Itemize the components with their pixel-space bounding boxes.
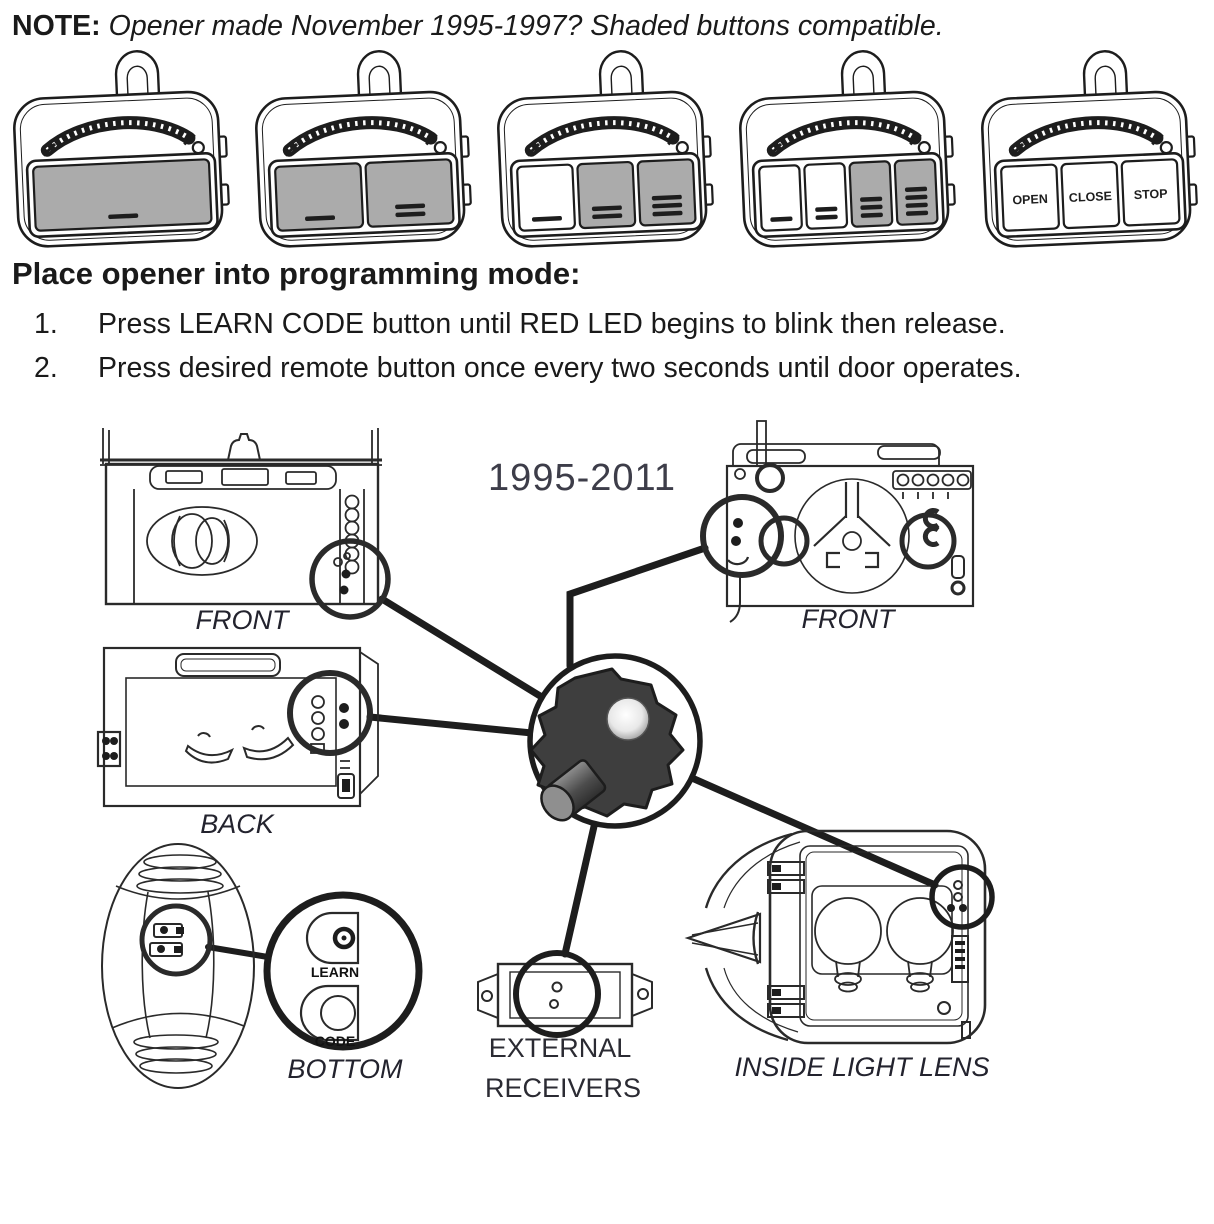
step-number: 1. (34, 308, 58, 340)
visor-clip (841, 50, 885, 99)
instruction-step (34, 346, 1214, 390)
remote-led (677, 142, 688, 153)
step-number: 2. (34, 352, 58, 385)
light-bulb-socket (887, 898, 953, 964)
opener-diagram (0, 416, 1214, 1121)
inside-light-lens-view (688, 831, 992, 1082)
note-line (12, 10, 1206, 43)
opener-back-view (98, 648, 378, 839)
light-socket-circle (795, 479, 909, 593)
learn-code-callout-circle (516, 953, 598, 1035)
remote-illustrations-row (2, 45, 1214, 250)
visor-clip (115, 50, 159, 99)
svg-text:OPEN: OPEN (1012, 191, 1049, 208)
front-left-label: FRONT (195, 605, 289, 636)
learn-code-callout-circle (290, 673, 370, 753)
vent-left (186, 746, 232, 763)
remote-open-close-stop (970, 45, 1212, 250)
remote-led (919, 142, 930, 153)
note-label: NOTE: (12, 10, 101, 42)
inside-light-lens-label: INSIDE LIGHT LENS (734, 1052, 990, 1083)
learn-label: LEARN (310, 964, 360, 981)
mount-hook (228, 434, 260, 460)
code-label: CODE (314, 1033, 356, 1050)
opener-diagram-svg (0, 416, 1214, 1116)
remote-led (1161, 142, 1172, 153)
opener-bottom-view (102, 844, 419, 1088)
remote-2-button (244, 45, 486, 250)
external-receivers-label-2: RECEIVERS (484, 1073, 642, 1104)
remote-3-button (486, 45, 728, 250)
remote-button (33, 159, 212, 231)
remote-4-button (728, 45, 970, 250)
step-text: Press desired remote button once every two seconds until door operates. (98, 352, 1022, 385)
back-label: BACK (200, 809, 274, 840)
external-receiver (478, 953, 652, 1103)
remote-led (193, 142, 204, 153)
remote-led (435, 142, 446, 153)
svg-text:CLOSE: CLOSE (1068, 189, 1113, 205)
learn-code-callout-circle (142, 906, 210, 974)
step-text: Press LEARN CODE button until RED LED begins to blink then release. (98, 308, 1006, 340)
visor-clip (1083, 50, 1127, 99)
vent-right (244, 738, 293, 759)
board-front-view (703, 421, 973, 634)
front-right-label: FRONT (801, 604, 895, 635)
svg-text:STOP: STOP (1133, 186, 1168, 203)
external-receivers-label-1: EXTERNAL (488, 1033, 632, 1064)
learn-code-button-hub (530, 656, 700, 827)
section-heading: Place opener into programming mode: (12, 256, 581, 291)
visor-clip (357, 50, 401, 99)
year-range-label: 1995-2011 (488, 457, 676, 500)
opener-front-view (100, 428, 388, 635)
visor-clip (599, 50, 643, 99)
note-text: Opener made November 1995-1997? Shaded buttons compatible. (108, 10, 944, 42)
remote-button (275, 163, 363, 231)
light-bulb-socket (815, 898, 881, 964)
instruction-step (34, 302, 1214, 346)
remote-button (365, 159, 453, 227)
bottom-label: BOTTOM (287, 1054, 403, 1085)
remote-1-button (2, 45, 244, 250)
learn-code-callout-circle (312, 541, 388, 617)
instruction-list (0, 302, 1214, 390)
red-led (607, 698, 649, 740)
